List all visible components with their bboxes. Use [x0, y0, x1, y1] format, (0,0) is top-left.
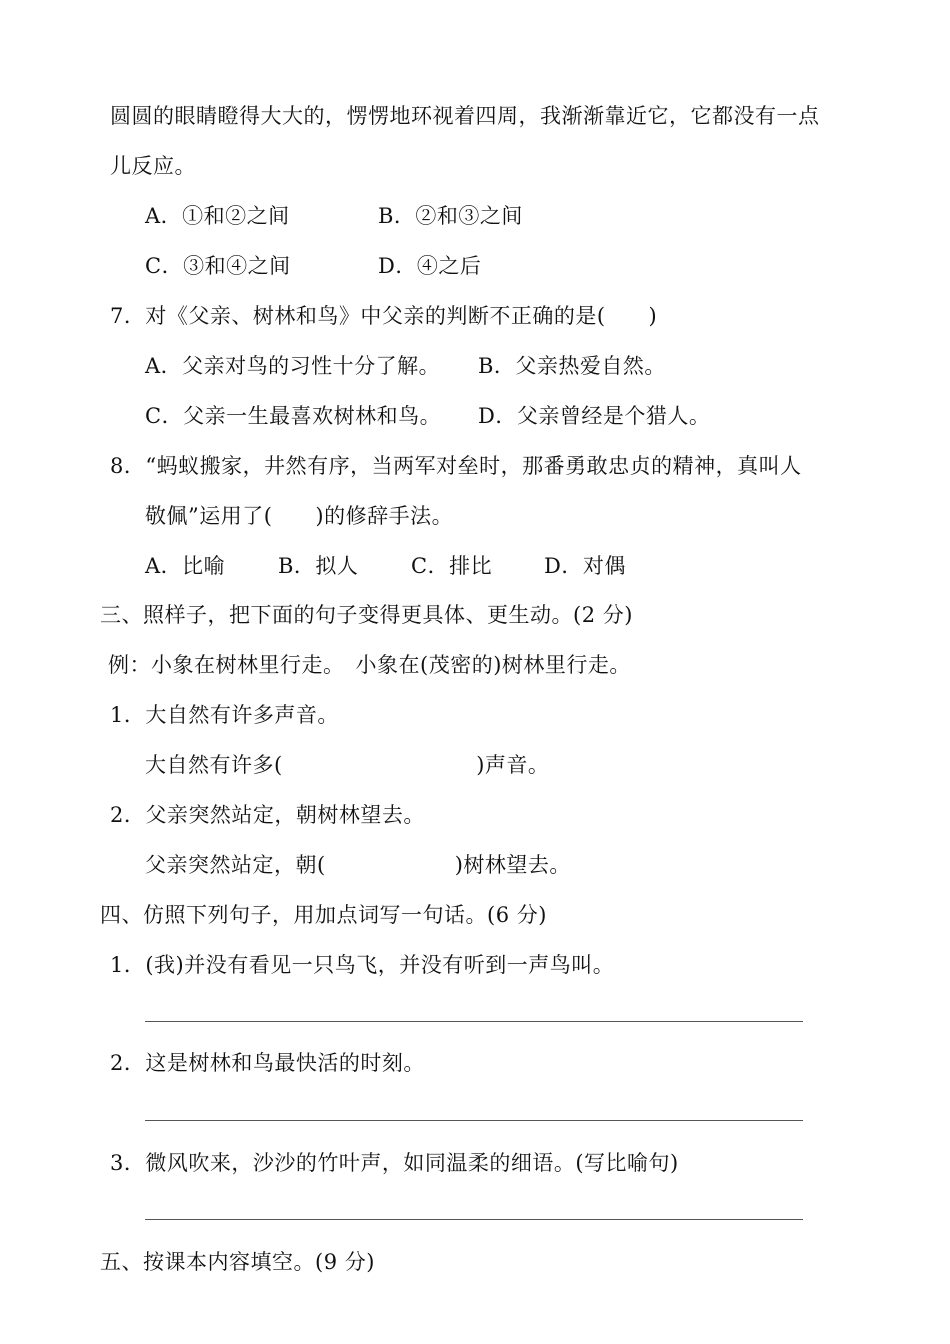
- q8-stem-line-2: 敬佩”运用了( )的修辞手法。: [145, 504, 454, 528]
- answer-line-2[interactable]: [145, 1120, 803, 1121]
- q8-option-c: C．排比: [411, 554, 493, 578]
- section4-item-2: 2．这是树林和鸟最快活的时刻。: [110, 1051, 425, 1075]
- section3-item-1-stem: 1．大自然有许多声音。: [110, 703, 339, 727]
- q6-option-a: A．①和②之间: [145, 204, 290, 228]
- section4-item-3: 3．微风吹来，沙沙的竹叶声，如同温柔的细语。(写比喻句): [110, 1151, 679, 1175]
- answer-line-1[interactable]: [145, 1021, 803, 1022]
- q6-option-d: D．④之后: [378, 254, 482, 278]
- q8-option-a: A．比喻: [145, 554, 226, 578]
- section3-item-2-fill: 父亲突然站定，朝( )树林望去。: [145, 853, 571, 877]
- q6-option-b: B．②和③之间: [378, 204, 523, 228]
- q8-stem-line-1: 8．“蚂蚁搬家，井然有序，当两军对垒时，那番勇敢忠贞的精神，真叫人: [110, 454, 802, 478]
- section4-item-1: 1．(我)并没有看见一只鸟飞，并没有听到一声鸟叫。: [110, 953, 615, 977]
- section3-item-2-stem: 2．父亲突然站定，朝树林望去。: [110, 803, 425, 827]
- q7-option-d: D．父亲曾经是个猎人。: [478, 404, 711, 428]
- section5-title: 五、按课本内容填空。(9 分): [100, 1250, 375, 1274]
- section3-title: 三、照样子，把下面的句子变得更具体、更生动。(2 分): [100, 603, 633, 627]
- q7-option-b: B．父亲热爱自然。: [478, 354, 666, 378]
- section3-item-1-fill: 大自然有许多( )声音。: [145, 753, 550, 777]
- q7-option-a: A．父亲对鸟的习性十分了解。: [145, 354, 441, 378]
- section3-example: 例：小象在树林里行走。 小象在(茂密的)树林里行走。: [108, 653, 631, 677]
- section4-title: 四、仿照下列句子，用加点词写一句话。(6 分): [100, 903, 547, 927]
- passage-line-1: 圆圆的眼睛瞪得大大的，愣愣地环视着四周，我渐渐靠近它，它都没有一点: [110, 104, 820, 128]
- q6-option-c: C．③和④之间: [145, 254, 291, 278]
- q7-stem: 7．对《父亲、树林和鸟》中父亲的判断不正确的是( ): [110, 304, 658, 328]
- answer-line-3[interactable]: [145, 1219, 803, 1220]
- q8-option-b: B．拟人: [278, 554, 359, 578]
- q8-option-d: D．对偶: [544, 554, 626, 578]
- q7-option-c: C．父亲一生最喜欢树林和鸟。: [145, 404, 442, 428]
- passage-line-2: 儿反应。: [110, 154, 196, 178]
